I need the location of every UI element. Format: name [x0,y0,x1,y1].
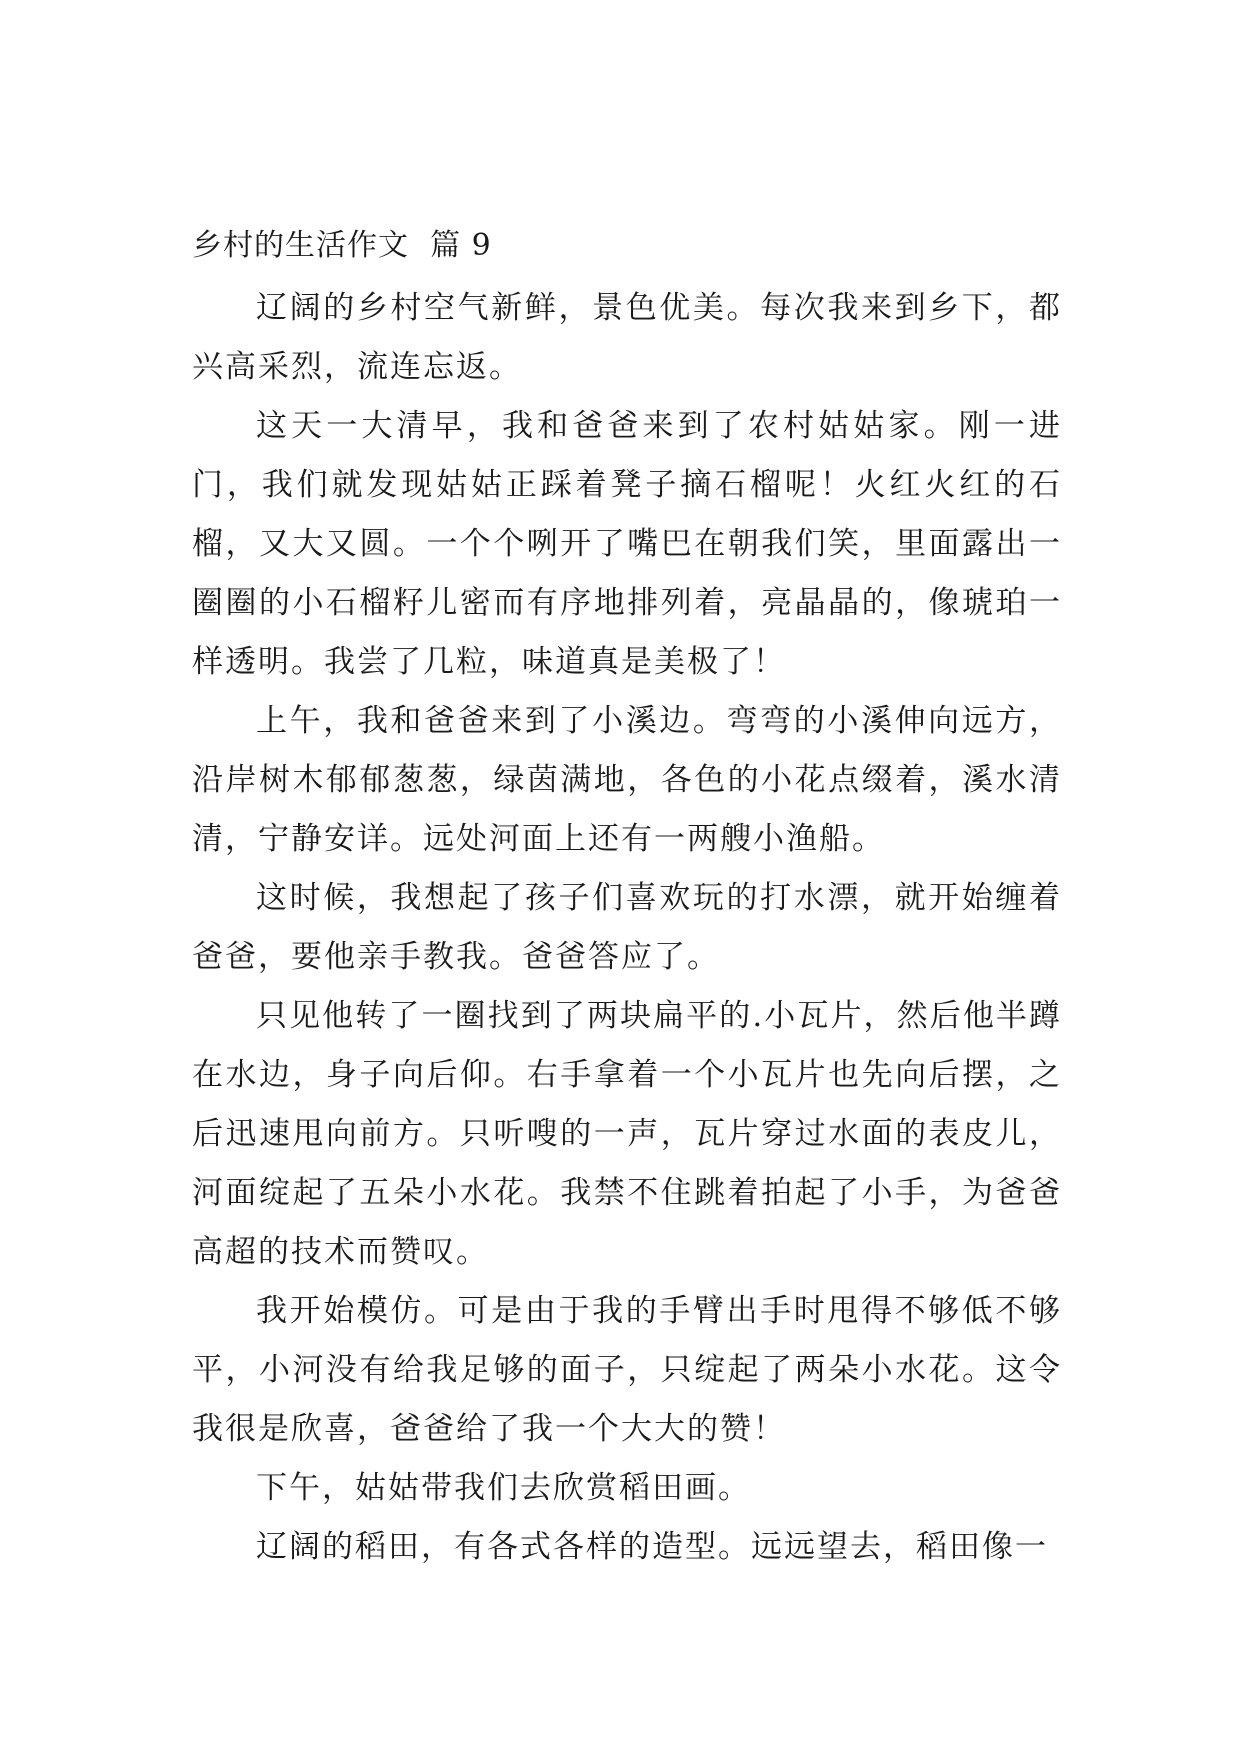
paragraph-5: 只见他转了一圈找到了两块扁平的.小瓦片，然后他半蹲在水边，身子向后仰。右手拿着一个小瓦片也先向后摆，之后迅速甩向前方。只听嗖的一声，瓦片穿过水面的表皮儿，河面绽起了五朵小水花。我禁不住跳着拍起了小手，为爸爸高超的技术而赞叹。 [192,998,1062,1270]
paragraph-2: 这天一大清早，我和爸爸来到了农村姑姑家。刚一进门，我们就发现姑姑正踩着凳子摘石榴呢！火红火红的石榴，又大又圆。一个个咧开了嘴巴在朝我们笑，里面露出一圈圈的小石榴籽儿密而有序地排列着，亮晶晶的，像琥珀一样透明。我尝了几粒，味道真是美极了！ [192,408,1062,680]
document-body [192,221,1062,1577]
paragraph-1: 辽阔的乡村空气新鲜，景色优美。每次我来到乡下，都兴高采烈，流连忘返。 [192,290,1062,385]
paragraph-6: 我开始模仿。可是由于我的手臂出手时甩得不够低不够平，小河没有给我足够的面子，只绽起了两朵小水花。这令我很是欣喜，爸爸给了我一个大大的赞！ [192,1293,1062,1447]
document-title: 乡村的生活作文 篇 9 [192,228,492,263]
paragraph-4: 这时候，我想起了孩子们喜欢玩的打水漂，就开始缠着爸爸，要他亲手教我。爸爸答应了。 [192,880,1062,975]
paragraph-8: 辽阔的稻田，有各式各样的造型。远远望去，稻田像一 [256,1529,1048,1565]
paragraph-3: 上午，我和爸爸来到了小溪边。弯弯的小溪伸向远方，沿岸树木郁郁葱葱，绿茵满地，各色的小花点缀着，溪水清清，宁静安详。远处河面上还有一两艘小渔船。 [192,703,1062,857]
paragraph-7: 下午，姑姑带我们去欣赏稻田画。 [256,1470,751,1506]
